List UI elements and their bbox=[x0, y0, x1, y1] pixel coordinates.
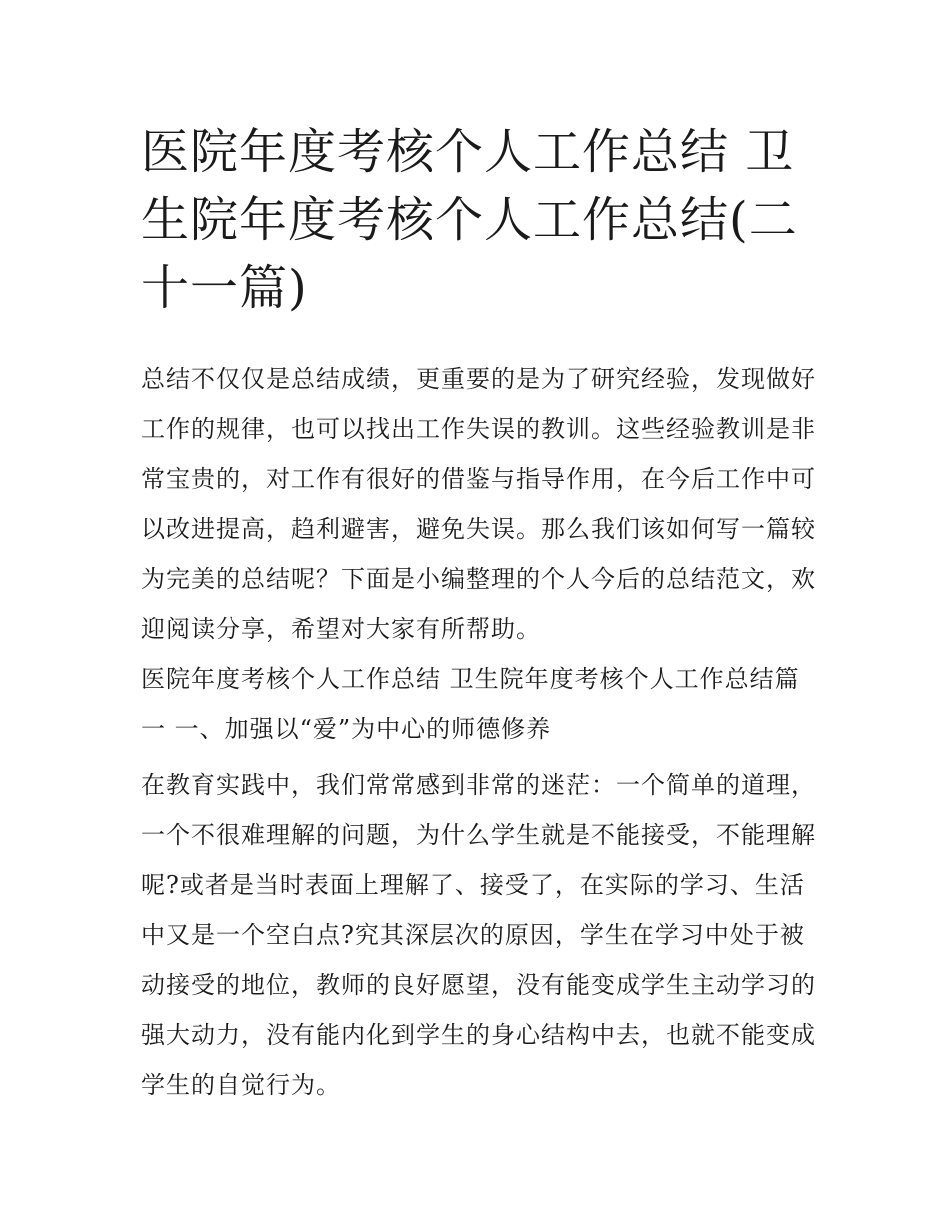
document-title: 医院年度考核个人工作总结 卫生院年度考核个人工作总结(二十一篇) bbox=[141, 124, 798, 316]
section-heading: 医院年度考核个人工作总结 卫生院年度考核个人工作总结篇一 一、加强以“爱”为中心的师德修养 bbox=[141, 665, 800, 743]
body-paragraph: 在教育实践中，我们常常感到非常的迷茫：一个简单的道理，一个不很难理解的问题，为什么学生就是不能接受，不能理解呢?或者是当时表面上理解了、接受了，在实际的学习、生活中又是一个空白点?究其深层次的原因，学生在学习中处于被动接受的地位，教师的良好愿望，没有能变成学生主动学习的强大动力，没有能内化到学生的身心结构中去，也就不能变成学生的自觉行为。 bbox=[141, 771, 816, 1099]
intro-paragraph: 总结不仅仅是总结成绩，更重要的是为了研究经验，发现做好工作的规律，也可以找出工作失误的教训。这些经验教训是非常宝贵的，对工作有很好的借鉴与指导作用，在今后工作中可以改进提高，趋利避害，避免失误。那么我们该如何写一篇较为完美的总结呢？下面是小编整理的个人今后的总结范文，欢迎阅读分享，希望对大家有所帮助。 bbox=[141, 365, 816, 643]
